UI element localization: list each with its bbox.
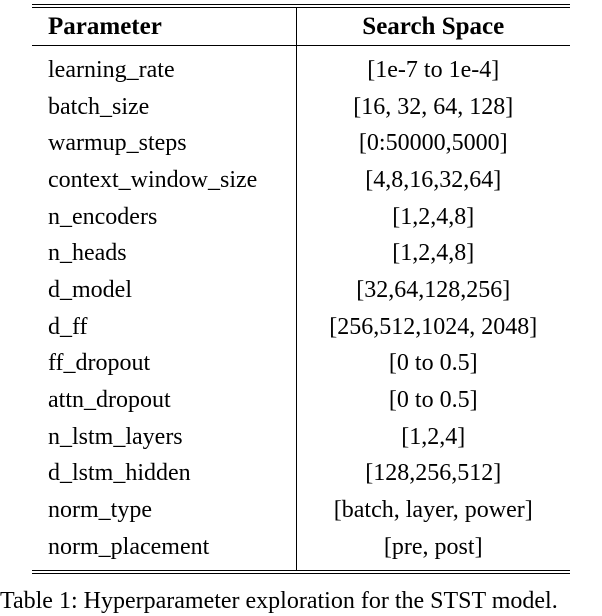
header-parameter: Parameter (32, 8, 296, 46)
parameter-cell: d_model (32, 272, 296, 309)
table-row (32, 125, 570, 162)
table-caption: Table 1: Hyperparameter exploration for the STST model. (0, 588, 558, 614)
search-space-cell: [1,2,4,8] (392, 240, 475, 267)
table-row (32, 492, 570, 529)
search-space-cell: [128,256,512] (365, 460, 502, 487)
search-space-cell: [32,64,128,256] (356, 276, 511, 303)
search-space-cell: [batch, layer, power] (333, 497, 533, 524)
parameter-cell: attn_dropout (32, 382, 296, 419)
table-row (32, 272, 570, 309)
table-row (32, 235, 570, 272)
search-space-cell: [1,2,4,8] (392, 203, 475, 230)
search-space-cell: [0 to 0.5] (388, 387, 478, 414)
search-space-cell: [0 to 0.5] (388, 350, 478, 377)
hyperparameter-table (32, 8, 570, 570)
search-space-cell: [0:50000,5000] (358, 130, 508, 157)
parameter-cell: n_encoders (32, 199, 296, 236)
parameter-cell: learning_rate (32, 46, 296, 89)
table-row (32, 89, 570, 126)
table-row (32, 529, 570, 570)
hyperparameter-table-container (32, 4, 570, 574)
header-search-space: Search Space (296, 8, 570, 46)
parameter-cell: n_heads (32, 235, 296, 272)
search-space-cell: [16, 32, 64, 128] (353, 93, 514, 120)
search-space-cell: [pre, post] (383, 533, 483, 560)
parameter-cell: d_lstm_hidden (32, 456, 296, 493)
parameter-cell: norm_placement (32, 529, 296, 570)
parameter-cell: d_ff (32, 309, 296, 346)
parameter-cell: ff_dropout (32, 346, 296, 383)
table-row (32, 46, 570, 89)
table-header-row (32, 8, 570, 46)
parameter-cell: batch_size (32, 89, 296, 126)
table-row (32, 419, 570, 456)
table-row (32, 382, 570, 419)
parameter-cell: context_window_size (32, 162, 296, 199)
parameter-cell: warmup_steps (32, 125, 296, 162)
table-row (32, 309, 570, 346)
search-space-cell: [4,8,16,32,64] (365, 166, 502, 193)
search-space-cell: [1,2,4] (401, 423, 466, 450)
table-row (32, 346, 570, 383)
table-row (32, 199, 570, 236)
search-space-cell: [256,512,1024, 2048] (329, 313, 538, 340)
search-space-cell: [1e-7 to 1e-4] (367, 56, 500, 83)
parameter-cell: n_lstm_layers (32, 419, 296, 456)
parameter-cell: norm_type (32, 492, 296, 529)
table-row (32, 162, 570, 199)
table-bottom-rule (32, 570, 570, 574)
table-row (32, 456, 570, 493)
